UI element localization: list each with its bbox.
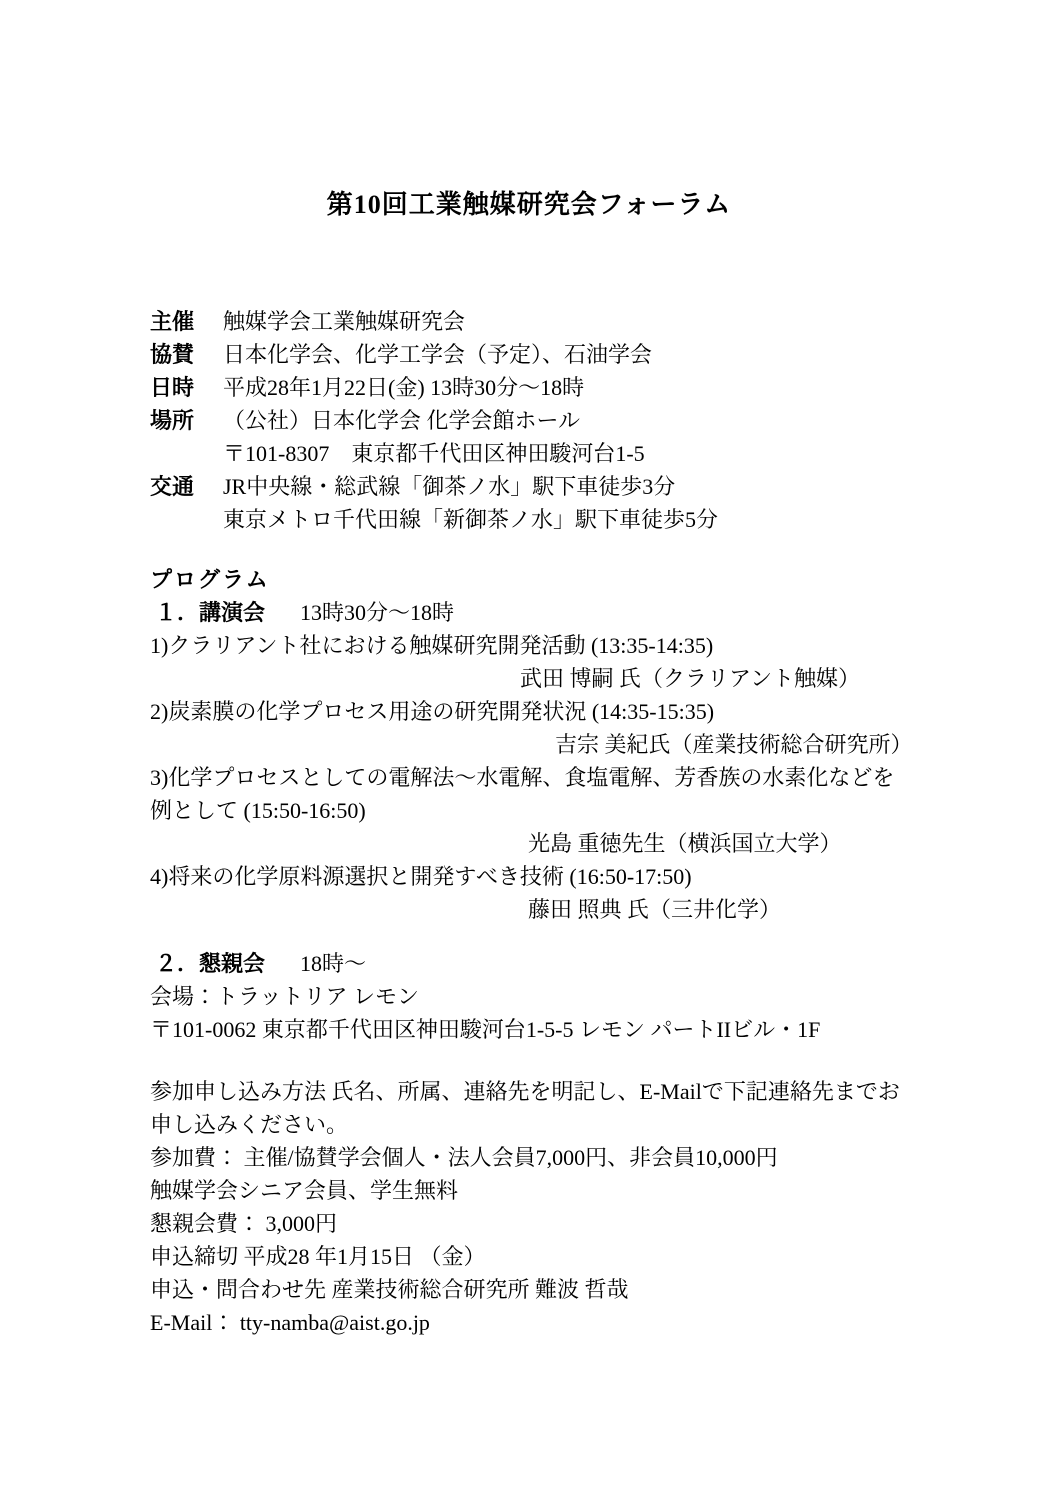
meta-row-organizer [150, 305, 908, 338]
meta-value: 日本化学会、化学工学会（予定）、石油学会 [223, 342, 653, 367]
meta-label: 日時 [150, 375, 195, 400]
talk-3-speaker: 光島 重徳先生（横浜国立大学） [528, 831, 842, 856]
meta-label [150, 503, 223, 536]
session2-title: ２．懇親会 [155, 951, 266, 976]
registration-contact: 申込・問合わせ先 産業技術総合研究所 難波 哲哉 [150, 1277, 629, 1302]
talk-1-speaker: 武田 博嗣 氏（クラリアント触媒） [520, 666, 861, 691]
meta-row-access [150, 470, 908, 503]
document-content [0, 305, 1058, 1339]
meta-label [150, 437, 223, 470]
meta-value: 触媒学会工業触媒研究会 [223, 309, 466, 334]
page-title: 第10回工業触媒研究会フォーラム [326, 190, 732, 219]
meta-label: 主催 [150, 309, 195, 334]
talk-2-speaker: 吉宗 美紀氏（産業技術総合研究所） [555, 732, 913, 757]
meta-label: 場所 [150, 408, 195, 433]
meta-row-place [150, 404, 908, 437]
contact-email: E-Mail： tty-namba@aist.go.jp [150, 1310, 430, 1335]
talk-4-speaker: 藤田 照典 氏（三井化学） [528, 897, 782, 922]
meta-row-cosponsor [150, 338, 908, 371]
meta-value: 東京メトロ千代田線「新御茶ノ水」駅下車徒歩5分 [223, 507, 719, 532]
registration-method: 参加申し込み方法 氏名、所属、連絡先を明記し、E-Mailで下記連絡先までお申し込みください。 [150, 1079, 900, 1137]
talk-4-title: 4)将来の化学原料源選択と開発すべき技術 (16:50-17:50) [150, 864, 692, 889]
party-address: 〒101-0062 東京都千代田区神田駿河台1-5-5 レモン パートIIビル・1F [150, 1017, 821, 1042]
registration-fee-free: 触媒学会シニア会員、学生無料 [150, 1178, 459, 1203]
party-section [150, 947, 908, 1046]
session1-title: １．講演会 [155, 600, 266, 625]
session1-time: 13時30分～18時 [300, 600, 455, 625]
talk-3-title: 3)化学プロセスとしての電解法～水電解、食塩電解、芳香族の水素化などを例として (15:50-16:50) [150, 765, 895, 823]
program-heading: プログラム [150, 567, 270, 592]
meta-value: 〒101-8307 東京都千代田区神田駿河台1-5 [223, 441, 645, 466]
session2-time: 18時～ [300, 951, 367, 976]
registration-section [150, 1075, 908, 1339]
meta-row-access-2 [150, 503, 908, 536]
meta-value: （公社）日本化学会 化学会館ホール [223, 408, 581, 433]
meta-label: 協賛 [150, 342, 195, 367]
meta-value: JR中央線・総武線「御茶ノ水」駅下車徒歩3分 [223, 474, 676, 499]
meta-value: 平成28年1月22日(金) 13時30分～18時 [223, 375, 585, 400]
event-meta [150, 305, 908, 536]
party-venue: 会場：トラットリア レモン [150, 984, 420, 1009]
party-fee: 懇親会費： 3,000円 [150, 1211, 338, 1236]
session2-line [150, 947, 908, 980]
talk-1-title: 1)クラリアント社における触媒研究開発活動 (13:35-14:35) [150, 633, 714, 658]
meta-row-datetime [150, 371, 908, 404]
session1-line [150, 596, 908, 629]
meta-label: 交通 [150, 474, 195, 499]
talk-2-title: 2)炭素膜の化学プロセス用途の研究開発状況 (14:35-15:35) [150, 699, 715, 724]
registration-fee: 参加費： 主催/協賛学会個人・法人会員7,000円、非会員10,000円 [150, 1145, 778, 1170]
registration-deadline: 申込締切 平成28 年1月15日 （金） [150, 1244, 486, 1269]
meta-row-place-address [150, 437, 908, 470]
